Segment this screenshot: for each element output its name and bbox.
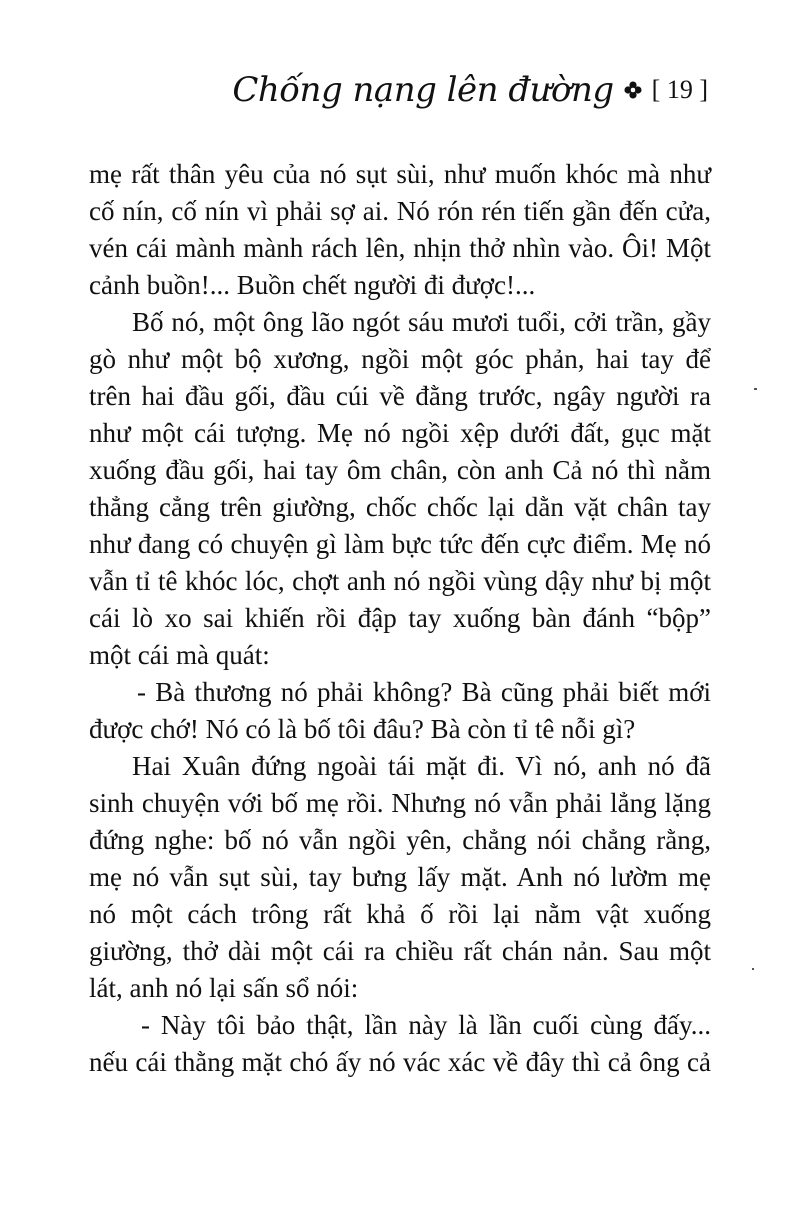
text-line: mẹ nó vẫn sụt sùi, tay bưng lấy mặt. Anh nó lườm mẹ [89,862,711,892]
text-line: mẹ rất thân yêu của nó sụt sùi, như muốn khóc mà như [89,159,711,189]
scan-speck [752,968,754,970]
text-line: - Này tôi bảo thật, lần này là lần cuối cùng đấy... [141,1010,711,1040]
text-line: được chớ! Nó có là bố tôi đâu? Bà còn tỉ tê nỗi gì? [89,714,636,744]
text-line: Bố nó, một ông lão ngót sáu mươi tuổi, cởi trần, gầy [132,307,711,337]
running-title: Chống nạng lên đường [232,70,614,110]
text-line: cái lò xo sai khiến rồi đập tay xuống bàn đánh “bộp” [89,603,711,633]
text-line: vén cái mành mành rách lên, nhịn thở nhìn vào. Ôi! Một [89,233,711,263]
text-line: gò như một bộ xương, ngồi một góc phản, hai tay để [89,344,711,374]
scan-speck [754,388,757,390]
text-line: Hai Xuân đứng ngoài tái mặt đi. Vì nó, anh nó đã [132,751,711,781]
text-line: giường, thở dài một cái ra chiều rất chán nản. Sau một [89,936,711,966]
text-line: như một cái tượng. Mẹ nó ngồi xệp dưới đất, gục mặt [89,418,711,448]
text-line: thẳng cẳng trên giường, chốc chốc lại dằn vặt chân tay [89,492,711,522]
body-text [89,156,711,1081]
text-line: đứng nghe: bố nó vẫn ngồi yên, chẳng nói chẳng rằng, [89,825,711,855]
text-line: lát, anh nó lại sấn sổ nói: [89,973,359,1003]
text-line: sinh chuyện với bố mẹ rồi. Nhưng nó vẫn phải lẳng lặng [89,788,711,818]
page-header [232,70,708,110]
flower-ornament-icon [624,81,642,99]
text-line: cố nín, cố nín vì phải sợ ai. Nó rón rén tiến gần đến cửa, [89,196,711,226]
text-line: nó một cách trông rất khả ố rồi lại nằm vật xuống [89,899,711,929]
text-line: nếu cái thằng mặt chó ấy nó vác xác về đây thì cả ông cả [89,1047,711,1077]
text-line: xuống đầu gối, hai tay ôm chân, còn anh Cả nó thì nằm [89,455,711,485]
text-line: trên hai đầu gối, đầu cúi về đằng trước, ngây người ra [89,381,711,411]
text-line: vẫn tỉ tê khóc lóc, chợt anh nó ngồi vùng dậy như bị một [89,566,711,596]
text-line: - Bà thương nó phải không? Bà cũng phải biết mới [137,677,711,707]
text-line: như đang có chuyện gì làm bực tức đến cực điểm. Mẹ nó [89,529,711,559]
page-number: [ 19 ] [651,75,708,104]
text-line: một cái mà quát: [89,640,270,670]
text-line: cảnh buồn!... Buồn chết người đi được!... [89,270,536,300]
